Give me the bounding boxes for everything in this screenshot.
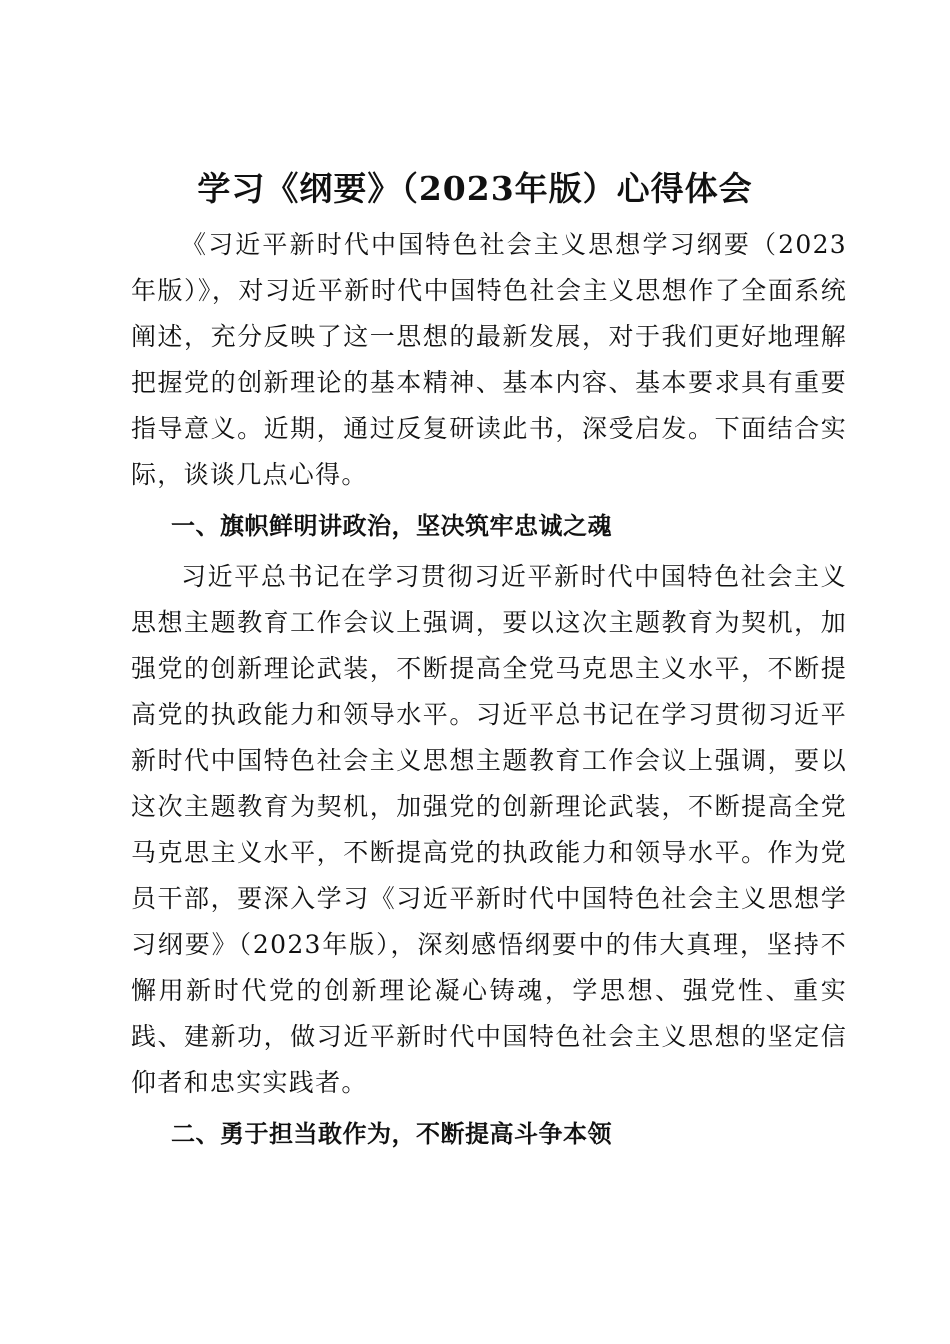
document-body: [131, 222, 847, 1162]
section-2-heading: 二、勇于担当敢作为，不断提高斗争本领: [171, 1120, 612, 1148]
document-title: 学习《纲要》（2023年版）心得体会: [197, 169, 753, 208]
intro-paragraph: 《习近平新时代中国特色社会主义思想学习纲要（2023年版）》，对习近平新时代中国特色社会主义思想作了全面系统阐述，充分反映了这一思想的最新发展，对于我们更好地理解把握党的创新理论的基本精神、基本内容、基本要求具有重要指导意义。近期，通过反复研读此书，深受启发。下面结合实际，谈谈几点心得。: [131, 230, 847, 489]
section-1-heading: 一、旗帜鲜明讲政治，坚决筑牢忠诚之魂: [171, 512, 612, 540]
section-1-paragraph: 习近平总书记在学习贯彻习近平新时代中国特色社会主义思想主题教育工作会议上强调，要以这次主题教育为契机，加强党的创新理论武装，不断提高全党马克思主义水平，不断提高党的执政能力和领导水平。习近平总书记在学习贯彻习近平新时代中国特色社会主义思想主题教育工作会议上强调，要以这次主题教育为契机，加强党的创新理论武装，不断提高全党马克思主义水平，不断提高党的执政能力和领导水平。作为党员干部，要深入学习《习近平新时代中国特色社会主义思想学习纲要》（2023年版），深刻感悟纲要中的伟大真理，坚持不懈用新时代党的创新理论凝心铸魂，学思想、强党性、重实践、建新功，做习近平新时代中国特色社会主义思想的坚定信仰者和忠实实践者。: [131, 562, 847, 1097]
